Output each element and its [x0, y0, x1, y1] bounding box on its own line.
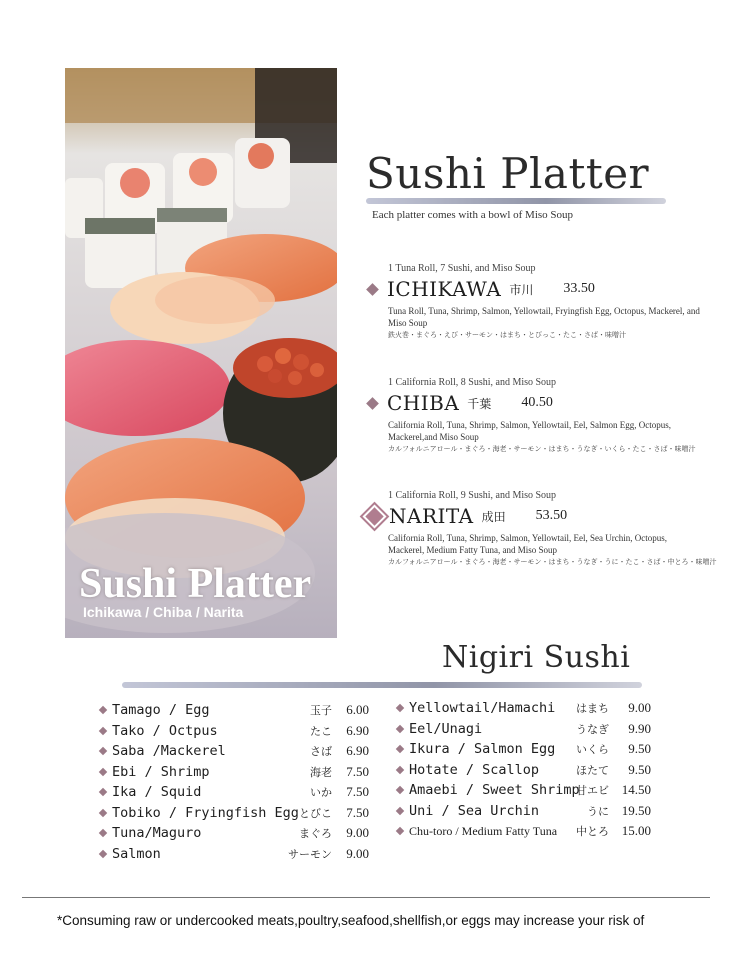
platter-name-jp: 成田 — [481, 509, 506, 524]
item-price: 19.50 — [621, 802, 651, 818]
diamond-bullet-icon — [99, 850, 107, 858]
list-item — [397, 801, 651, 822]
footer-divider — [22, 897, 710, 898]
platter-heading — [364, 391, 704, 415]
item-name-jp: はまち — [576, 703, 609, 716]
platter-name: NARITA — [389, 504, 474, 528]
item-name-jp: 甘エビ — [576, 785, 609, 798]
list-item — [100, 782, 369, 803]
platter-description: California Roll, Tuna, Shrimp, Salmon, Yellowtail, Eel, Salmon Egg, Octopus, Mackerel,and Miso Soup — [388, 420, 672, 442]
list-item — [397, 760, 651, 781]
nigiri-list-right — [397, 698, 651, 842]
diamond-bullet-icon — [99, 788, 107, 796]
item-name: Tako / Octpus — [112, 722, 218, 739]
platter-name: CHIBA — [387, 391, 460, 415]
diamond-bullet-icon — [396, 786, 404, 794]
item-name-jp: 玉子 — [310, 705, 332, 718]
platter-name-jp: 市川 — [509, 282, 534, 297]
item-name: Eel/Unagi — [409, 720, 483, 737]
platter-name: ICHIKAWA — [387, 277, 502, 301]
diamond-bullet-icon — [99, 706, 107, 714]
platter-description-jp: カルフォルニアロール・まぐろ・海老・サーモン・はまち・うなぎ・うに・たこ・さば・中とろ・味噌汁 — [388, 558, 717, 566]
item-price: 9.50 — [628, 741, 651, 757]
item-name: Tamago / Egg — [112, 702, 210, 719]
platter-ichikawa — [364, 263, 704, 340]
diamond-bullet-icon — [396, 766, 404, 774]
list-item — [397, 719, 651, 740]
item-price: 7.50 — [346, 784, 369, 800]
item-name-jp: うなぎ — [576, 723, 609, 736]
photo-subtitle: Ichikawa / Chiba / Narita — [83, 604, 244, 620]
platter-price: 33.50 — [563, 281, 595, 296]
item-name: Yellowtail/Hamachi — [409, 700, 556, 717]
platter-heading — [364, 277, 704, 301]
list-item — [100, 844, 369, 865]
item-name-jp: 海老 — [310, 766, 332, 779]
diamond-bullet-icon — [99, 829, 107, 837]
diamond-bullet-icon — [396, 704, 404, 712]
item-name: Salmon — [112, 845, 161, 862]
diamond-bullet-icon — [365, 507, 383, 525]
list-item — [397, 821, 651, 842]
item-price: 6.00 — [346, 702, 369, 718]
list-item — [397, 739, 651, 760]
item-name-jp: サーモン — [288, 848, 332, 861]
item-name: Ika / Squid — [112, 784, 202, 801]
diamond-bullet-icon — [396, 827, 404, 835]
platter-description-jp: 鉄火巻・まぐろ・えび・サーモン・はまち・とびっこ・たこ・さば・味噌汁 — [388, 331, 626, 339]
platter-description: California Roll, Tuna, Shrimp, Salmon, Yellowtail, Eel, Sea Urchin, Octopus, Mackerel, Medium Fatty Tuna, and Miso Soup — [388, 533, 667, 555]
list-item — [100, 823, 369, 844]
platter-tagline: 1 California Roll, 9 Sushi, and Miso Soup — [388, 490, 557, 501]
photo-title: Sushi Platter — [79, 561, 312, 607]
nigiri-list-left — [100, 700, 369, 864]
platter-price: 53.50 — [535, 508, 568, 523]
sushi-illustration — [65, 68, 337, 638]
item-price: 15.00 — [621, 823, 651, 839]
item-name-jp: とびこ — [299, 807, 332, 820]
item-name-jp: まぐろ — [299, 828, 332, 841]
item-name-jp: たこ — [310, 725, 332, 738]
diamond-bullet-icon — [99, 768, 107, 776]
diamond-bullet-icon — [99, 809, 107, 817]
platter-narita — [364, 490, 717, 567]
platter-section-title: Sushi Platter — [366, 149, 650, 198]
platter-price: 40.50 — [521, 395, 553, 410]
diamond-bullet-icon — [396, 807, 404, 815]
platter-description: Tuna Roll, Tuna, Shrimp, Salmon, Yellowtail, Fryingfish Egg, Octopus, Mackerel, and Miso Soup — [388, 306, 700, 328]
item-name: Chu-toro / Medium Fatty Tuna — [409, 823, 558, 838]
item-price: 6.90 — [346, 743, 369, 759]
item-name-jp: ほたて — [576, 764, 609, 777]
item-name-jp: さば — [310, 746, 332, 759]
item-price: 7.50 — [346, 804, 369, 820]
diamond-bullet-icon — [396, 745, 404, 753]
nigiri-section-title: Nigiri Sushi — [442, 640, 631, 675]
item-name: Ikura / Salmon Egg — [409, 741, 556, 758]
brush-underline — [122, 682, 642, 688]
platter-note: Each platter comes with a bowl of Miso Soup — [372, 209, 574, 221]
item-price: 9.00 — [628, 700, 651, 716]
item-price: 14.50 — [621, 782, 651, 798]
brush-underline — [366, 198, 666, 204]
list-item — [100, 700, 369, 721]
diamond-bullet-icon — [366, 283, 379, 296]
item-price: 6.90 — [346, 722, 369, 738]
platter-description-jp: カルフォルニアロール・まぐろ・海老・サーモン・はまち・うなぎ・いくら・たこ・さば・味噌汁 — [388, 445, 696, 453]
diamond-bullet-icon — [366, 397, 379, 410]
diamond-bullet-icon — [99, 727, 107, 735]
platter-heading — [364, 504, 704, 528]
item-price: 9.00 — [346, 845, 369, 861]
item-name-jp: うに — [587, 805, 609, 818]
health-disclaimer: *Consuming raw or undercooked meats,poultry,seafood,shellfish,or eggs may increase your risk of — [57, 913, 645, 928]
item-name-jp: 中とろ — [576, 826, 609, 839]
item-price: 9.00 — [346, 825, 369, 841]
list-item — [100, 721, 369, 742]
platter-tagline: 1 Tuna Roll, 7 Sushi, and Miso Soup — [388, 263, 536, 274]
platter-tagline: 1 California Roll, 8 Sushi, and Miso Soup — [388, 377, 557, 388]
item-name: Tuna/Maguro — [112, 825, 202, 842]
item-price: 9.50 — [628, 761, 651, 777]
list-item — [100, 803, 369, 824]
item-price: 9.90 — [628, 720, 651, 736]
item-name-jp: いくら — [576, 744, 609, 757]
item-price: 7.50 — [346, 763, 369, 779]
item-name: Ebi / Shrimp — [112, 763, 210, 780]
item-name: Saba /Mackerel — [112, 743, 226, 760]
platter-name-jp: 千葉 — [467, 396, 492, 411]
list-item — [397, 698, 651, 719]
list-item — [100, 762, 369, 783]
platter-chiba — [364, 377, 704, 454]
item-name: Uni / Sea Urchin — [409, 802, 540, 819]
list-item — [100, 741, 369, 762]
item-name-jp: いか — [310, 787, 332, 800]
item-name: Tobiko / Fryingfish Egg — [112, 804, 299, 821]
item-name: Hotate / Scallop — [409, 761, 540, 778]
item-name: Amaebi / Sweet Shrimp — [409, 782, 580, 799]
list-item — [397, 780, 651, 801]
diamond-bullet-icon — [99, 747, 107, 755]
diamond-bullet-icon — [396, 725, 404, 733]
sushi-platter-photo — [65, 68, 337, 638]
